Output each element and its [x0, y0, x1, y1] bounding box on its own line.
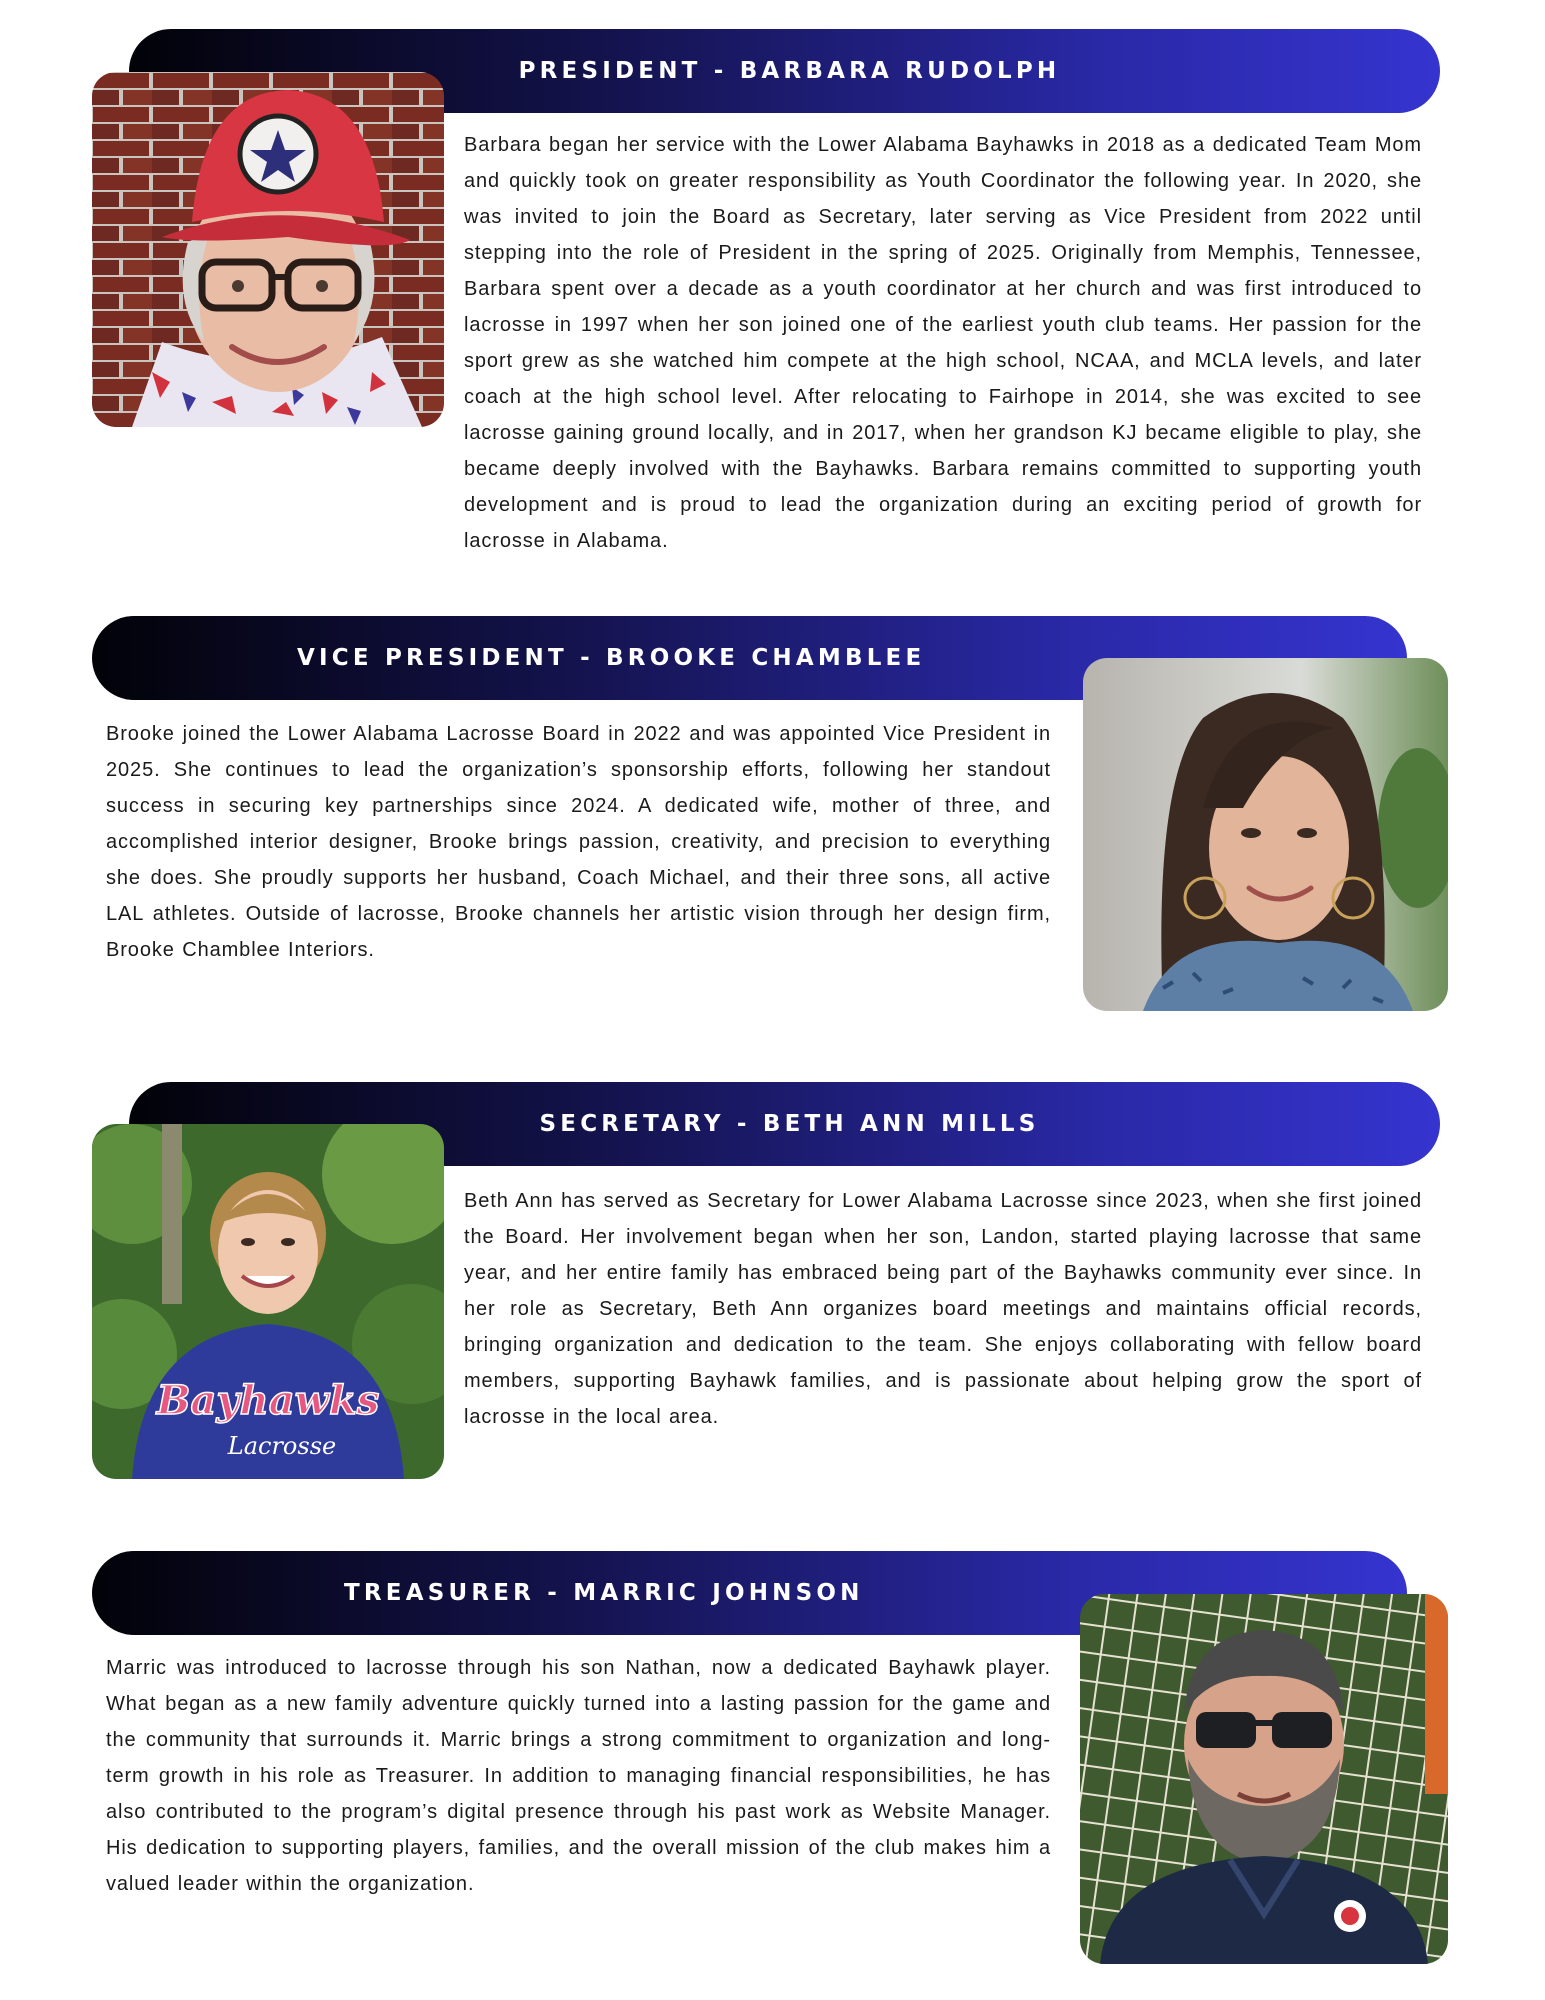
- member-photo: [92, 1124, 444, 1479]
- shirt-logo-text: Bayhawks: [156, 1377, 380, 1424]
- member-bio: Marric was introduced to lacrosse through his son Nathan, now a dedicated Bayhawk player. What began as a new family adventure quickly turned into a lasting passion for the game and the community that surrounds it. Marric brings a strong commitment to organization and long-term growth in his role as Treasurer. In addition to managing financial responsibilities, he has also contributed to the program’s digital presence through his past work as Website Manager. His dedication to supporting players, families, and the overall mission of the club makes him a valued leader within the organization.: [106, 1657, 1051, 1895]
- member-photo: [1080, 1594, 1448, 1964]
- section-heading: SECRETARY - BETH ANN MILLS: [539, 1111, 1040, 1137]
- section-heading: PRESIDENT - BARBARA RUDOLPH: [518, 58, 1061, 84]
- member-photo: [1083, 658, 1448, 1011]
- section-heading: VICE PRESIDENT - BROOKE CHAMBLEE: [297, 645, 926, 671]
- shirt-logo-subtext: Lacrosse: [227, 1432, 337, 1460]
- section-heading: TREASURER - MARRIC JOHNSON: [344, 1580, 864, 1606]
- member-bio: Brooke joined the Lower Alabama Lacrosse Board in 2022 and was appointed Vice President in 2025. She continues to lead the organization’s sponsorship efforts, following her standout success in securing key partnerships since 2024. A dedicated wife, mother of three, and accomplished interior designer, Brooke brings passion, creativity, and precision to everything she does. She proudly supports her husband, Coach Michael, and their three sons, all active LAL athletes. Outside of lacrosse, Brooke channels her artistic vision through her design firm, Brooke Chamblee Interiors.: [106, 723, 1051, 961]
- member-bio: Beth Ann has served as Secretary for Lower Alabama Lacrosse since 2023, when she first joined the Board. Her involvement began when her son, Landon, started playing lacrosse that same year, and her entire family has embraced being part of the Bayhawks community ever since. In her role as Secretary, Beth Ann organizes board meetings and maintains official records, bringing organization and dedication to the team. She enjoys collaborating with fellow board members, supporting Bayhawk families, and is passionate about helping grow the sport of lacrosse in the local area.: [464, 1190, 1422, 1428]
- member-photo: [92, 72, 444, 427]
- member-bio: Barbara began her service with the Lower Alabama Bayhawks in 2018 as a dedicated Team Mom and quickly took on greater responsibility as Youth Coordinator the following year. In 2020, she was invited to join the Board as Secretary, later serving as Vice President from 2022 until stepping into the role of President in the spring of 2025. Originally from Memphis, Tennessee, Barbara spent over a decade as a youth coordinator at her church and was first introduced to lacrosse in 1997 when her son joined one of the earliest youth club teams. Her passion for the sport grew as she watched him compete at the high school, NCAA, and MCLA levels, and later coach at the high school level. After relocating to Fairhope in 2014, she was excited to see lacrosse gaining ground locally, and in 2017, when her grandson KJ became eligible to play, she became deeply involved with the Bayhawks. Barbara remains committed to supporting youth development and is proud to lead the organization during an exciting period of growth for lacrosse in Alabama.: [464, 134, 1422, 552]
